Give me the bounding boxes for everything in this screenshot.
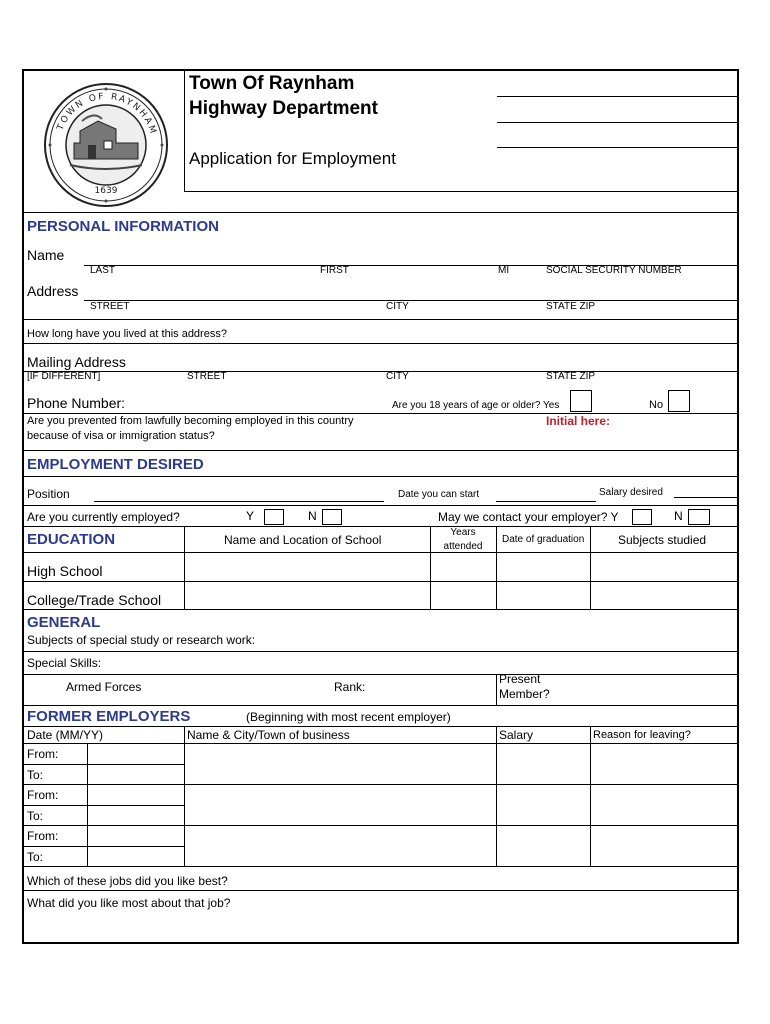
personal-section-title: PERSONAL INFORMATION [27,218,219,235]
salary-desired-label: Salary desired [599,487,663,498]
age-no-label: No [649,399,664,411]
form-title: Application for Employment [189,149,396,168]
mi-label: MI [498,265,510,276]
former-col-salary: Salary [499,728,534,742]
application-form [22,69,739,944]
age-question: Are you 18 years of age or older? Yes [392,400,560,411]
visa-question-line2: because of visa or immigration status? [27,430,215,442]
salary-desired-input-line[interactable] [674,497,739,498]
mailing-address-input-line[interactable] [24,371,739,372]
former-row-from-1: From: [27,747,59,761]
former-row-to-1: To: [27,768,44,782]
edu-col-years-2: attended [443,541,483,552]
edu-col-years-1: Years [450,527,476,538]
rank-label: Rank: [334,680,366,694]
currently-employed-question: Are you currently employed? [27,510,180,524]
age-no-checkbox[interactable] [668,390,690,412]
former-col-reason: Reason for leaving? [593,729,691,741]
edu-row-college: College/Trade School [27,592,162,608]
last-label: LAST [90,265,116,276]
former-row-to-2: To: [27,809,44,823]
mailing-state-zip-label: STATE ZIP [546,371,596,382]
may-contact-no-checkbox[interactable] [688,509,710,525]
town-seal [42,81,170,209]
address-input-line[interactable] [84,300,739,301]
street-label: STREET [90,301,130,312]
address-label: Address [27,283,79,299]
how-long-question: How long have you lived at this address? [27,328,227,340]
special-study-label: Subjects of special study or research work: [27,633,256,647]
mailing-street-label: STREET [187,371,227,382]
special-skills-label: Special Skills: [27,656,102,670]
date-start-input-line[interactable] [496,501,596,502]
employment-section-title: EMPLOYMENT DESIRED [27,456,204,473]
former-row-to-3: To: [27,850,44,864]
date-start-label: Date you can start [398,489,480,500]
armed-forces-label: Armed Forces [66,680,142,694]
like-most-question: What did you like most about that job? [27,896,231,910]
former-row-from-2: From: [27,788,59,802]
name-label: Name [27,247,65,263]
department-name: Highway Department [189,98,378,119]
currently-employed-n-label: N [308,509,317,523]
mailing-address-label: Mailing Address [27,354,126,370]
edu-row-high-school: High School [27,563,103,579]
former-col-business: Name & City/Town of business [187,728,350,742]
former-employers-section-title: FORMER EMPLOYERS [27,708,191,725]
town-name: Town Of Raynham [189,73,355,94]
currently-employed-no-checkbox[interactable] [322,509,342,525]
position-input-line[interactable] [94,501,384,502]
if-different-label: [IF DIFFERENT] [27,371,101,382]
seal-text: TOWN OF RAYNHAM [55,91,158,137]
general-section-title: GENERAL [27,614,101,631]
phone-label: Phone Number: [27,395,126,411]
edu-col-graduation: Date of graduation [502,534,585,545]
former-col-date: Date (MM/YY) [27,728,104,742]
initial-here-label: Initial here: [546,414,611,428]
currently-employed-y-label: Y [246,509,255,523]
visa-question-line1: Are you prevented from lawfully becoming employed in this country [27,415,354,427]
city-label: CITY [386,301,409,312]
first-label: FIRST [320,265,349,276]
may-contact-yes-checkbox[interactable] [632,509,652,525]
seal-year: 1639 [94,186,118,196]
currently-employed-yes-checkbox[interactable] [264,509,284,525]
may-contact-question: May we contact your employer? Y [438,510,619,524]
state-zip-label: STATE ZIP [546,301,596,312]
mailing-city-label: CITY [386,371,409,382]
age-yes-checkbox[interactable] [570,390,592,412]
may-contact-n-label: N [674,509,683,523]
edu-col-subjects: Subjects studied [618,533,707,547]
like-best-question: Which of these jobs did you like best? [27,874,228,888]
edu-col-school: Name and Location of School [224,533,382,547]
former-employers-note: (Beginning with most recent employer) [246,710,451,724]
education-section-title: EDUCATION [27,531,116,548]
present-member-line2: Member? [499,687,550,701]
present-member-line1: Present [499,672,541,686]
ssn-label: SOCIAL SECURITY NUMBER [546,265,682,276]
former-row-from-3: From: [27,829,59,843]
position-label: Position [27,487,70,501]
